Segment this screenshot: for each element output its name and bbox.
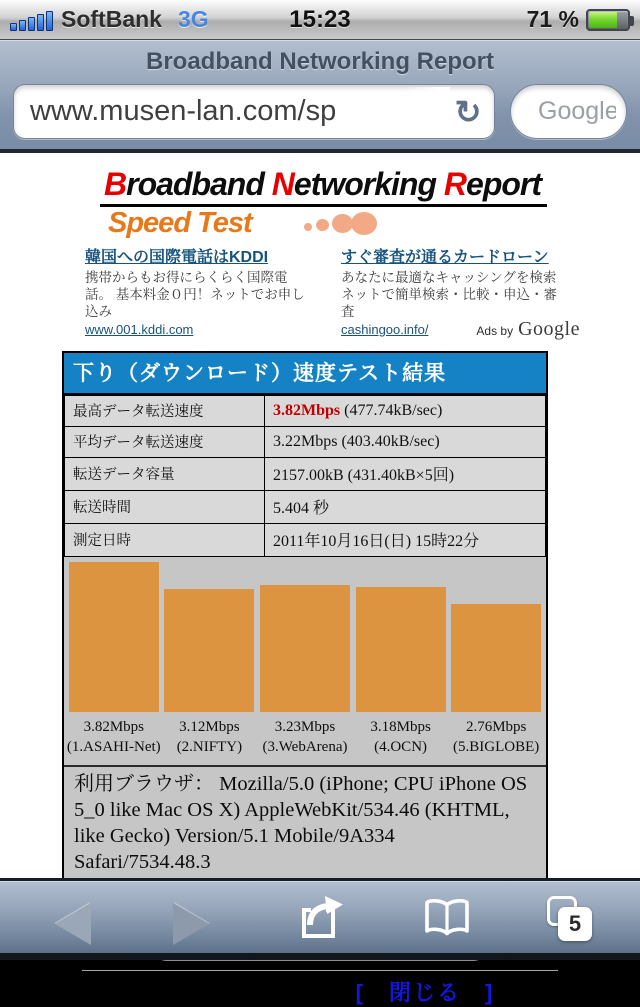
table-row bbox=[65, 491, 546, 524]
chart-bar-group bbox=[66, 559, 162, 757]
table-row bbox=[65, 458, 546, 491]
chart-bar bbox=[356, 587, 446, 712]
ad-body: あなたに最適なキャッシングを検索 ネットで簡単検索・比較・申込・審査 bbox=[341, 270, 557, 319]
ad-title-link[interactable]: 韓国への国際電話はKDDI bbox=[85, 249, 269, 266]
row-value: 2157.00kB (431.40kB×5回) bbox=[265, 458, 546, 491]
row-value: 2011年10月16日(日) 15時22分 bbox=[265, 524, 546, 557]
battery-percent-label: 71 % bbox=[526, 6, 579, 32]
table-row bbox=[65, 396, 546, 427]
chart-bar-value-label: 3.18Mbps bbox=[370, 719, 431, 735]
chart-bar-value-label: 2.76Mbps bbox=[465, 719, 527, 735]
address-bar-url: www.musen-lan.com/sp bbox=[30, 95, 337, 127]
safari-toolbar bbox=[0, 878, 640, 960]
google-logo: Google bbox=[518, 318, 580, 340]
chart-bar-group bbox=[162, 559, 258, 757]
chart-bar-group bbox=[448, 559, 544, 757]
ad-item bbox=[341, 248, 580, 340]
site-logo-title: Broadband Networking Report bbox=[100, 167, 547, 207]
row-label: 測定日時 bbox=[65, 524, 265, 557]
table-row bbox=[65, 524, 546, 557]
browser-user-agent: 利用ブラウザ： Mozilla/5.0 (iPhone; CPU iPhone OS 5_0 like Mac OS X) AppleWebKit/534.46 (KHTML, like Gecko) Version/5.1 Mobile/9A334 Safari/7534.48.3 bbox=[64, 765, 546, 883]
chart-bar-value-label: 3.23Mbps bbox=[274, 719, 336, 735]
chart-bar bbox=[69, 562, 159, 712]
ad-url-link[interactable]: cashingoo.info/ bbox=[341, 322, 429, 337]
row-value: 3.82Mbps (477.74kB/sec) bbox=[265, 396, 546, 427]
chart-bar-value-label: 3.12Mbps bbox=[179, 719, 240, 735]
ad-item bbox=[85, 248, 314, 339]
chart-bar-category-label: (2.NIFTY) bbox=[176, 739, 243, 755]
network-type-label: 3G bbox=[177, 6, 209, 32]
ads-by-google-label: Ads by Google bbox=[476, 318, 580, 340]
web-page-content bbox=[0, 157, 640, 1005]
row-value: 3.22Mbps (403.40kB/sec) bbox=[265, 427, 546, 458]
address-bar[interactable] bbox=[13, 84, 495, 139]
safari-chrome bbox=[0, 40, 640, 153]
share-button[interactable] bbox=[298, 895, 346, 946]
share-icon bbox=[298, 895, 346, 941]
chart-bar-group bbox=[353, 559, 449, 757]
bookmarks-button[interactable] bbox=[423, 898, 471, 943]
ad-body: 携帯からもお得にらくらく国際電話。 基本料金０円！ネットでお申し込み bbox=[85, 270, 305, 319]
bookmarks-book-icon bbox=[423, 898, 471, 938]
max-speed-highlight: 3.82Mbps bbox=[273, 401, 341, 419]
speed-bar-chart bbox=[64, 557, 546, 757]
site-logo-subtitle: Speed Test bbox=[108, 206, 252, 239]
back-button[interactable] bbox=[55, 903, 91, 945]
status-clock: 15:23 bbox=[289, 5, 351, 33]
status-bar bbox=[0, 0, 640, 40]
result-table-header: 下り（ダウンロード）速度テスト結果 bbox=[64, 353, 546, 395]
pages-button[interactable] bbox=[547, 896, 593, 942]
site-logo bbox=[100, 167, 640, 238]
ad-title-link[interactable]: すぐ審査が通るカードローン bbox=[341, 249, 549, 266]
row-label: 転送時間 bbox=[65, 491, 265, 524]
logo-dots-decoration bbox=[304, 212, 377, 235]
speed-test-result-box bbox=[62, 351, 548, 885]
carrier-label: SoftBank bbox=[61, 6, 162, 32]
reload-icon[interactable]: ↻ bbox=[454, 94, 482, 130]
result-table bbox=[64, 395, 546, 557]
page-title: Broadband Networking Report bbox=[145, 48, 494, 75]
chart-bar-value-label: 3.82Mbps bbox=[83, 719, 145, 735]
chart-bar bbox=[164, 589, 254, 712]
row-value: 5.404 秒 bbox=[265, 491, 546, 524]
close-link[interactable]: [ 閉じる ] bbox=[355, 980, 495, 1005]
row-label: 転送データ容量 bbox=[65, 458, 265, 491]
row-label: 平均データ転送速度 bbox=[65, 427, 265, 458]
chart-bar bbox=[260, 585, 350, 712]
forward-button[interactable] bbox=[173, 903, 209, 945]
chart-bar-category-label: (5.BIGLOBE) bbox=[453, 739, 540, 755]
ad-url-link[interactable]: www.001.kddi.com bbox=[85, 322, 194, 337]
google-search-input[interactable] bbox=[510, 84, 627, 139]
row-label: 最高データ転送速度 bbox=[65, 396, 265, 427]
divider bbox=[82, 970, 558, 971]
battery-icon bbox=[586, 9, 630, 31]
chart-bar-category-label: (4.OCN) bbox=[374, 739, 428, 755]
chart-bar-group bbox=[257, 559, 353, 757]
table-row bbox=[65, 427, 546, 458]
chart-bar-category-label: (3.WebArena) bbox=[262, 739, 348, 755]
chart-bar bbox=[451, 604, 541, 712]
pages-count-badge: 5 bbox=[558, 907, 592, 941]
google-ads-block bbox=[85, 248, 640, 339]
chart-bar-category-label: (1.ASAHI-Net) bbox=[66, 739, 161, 755]
